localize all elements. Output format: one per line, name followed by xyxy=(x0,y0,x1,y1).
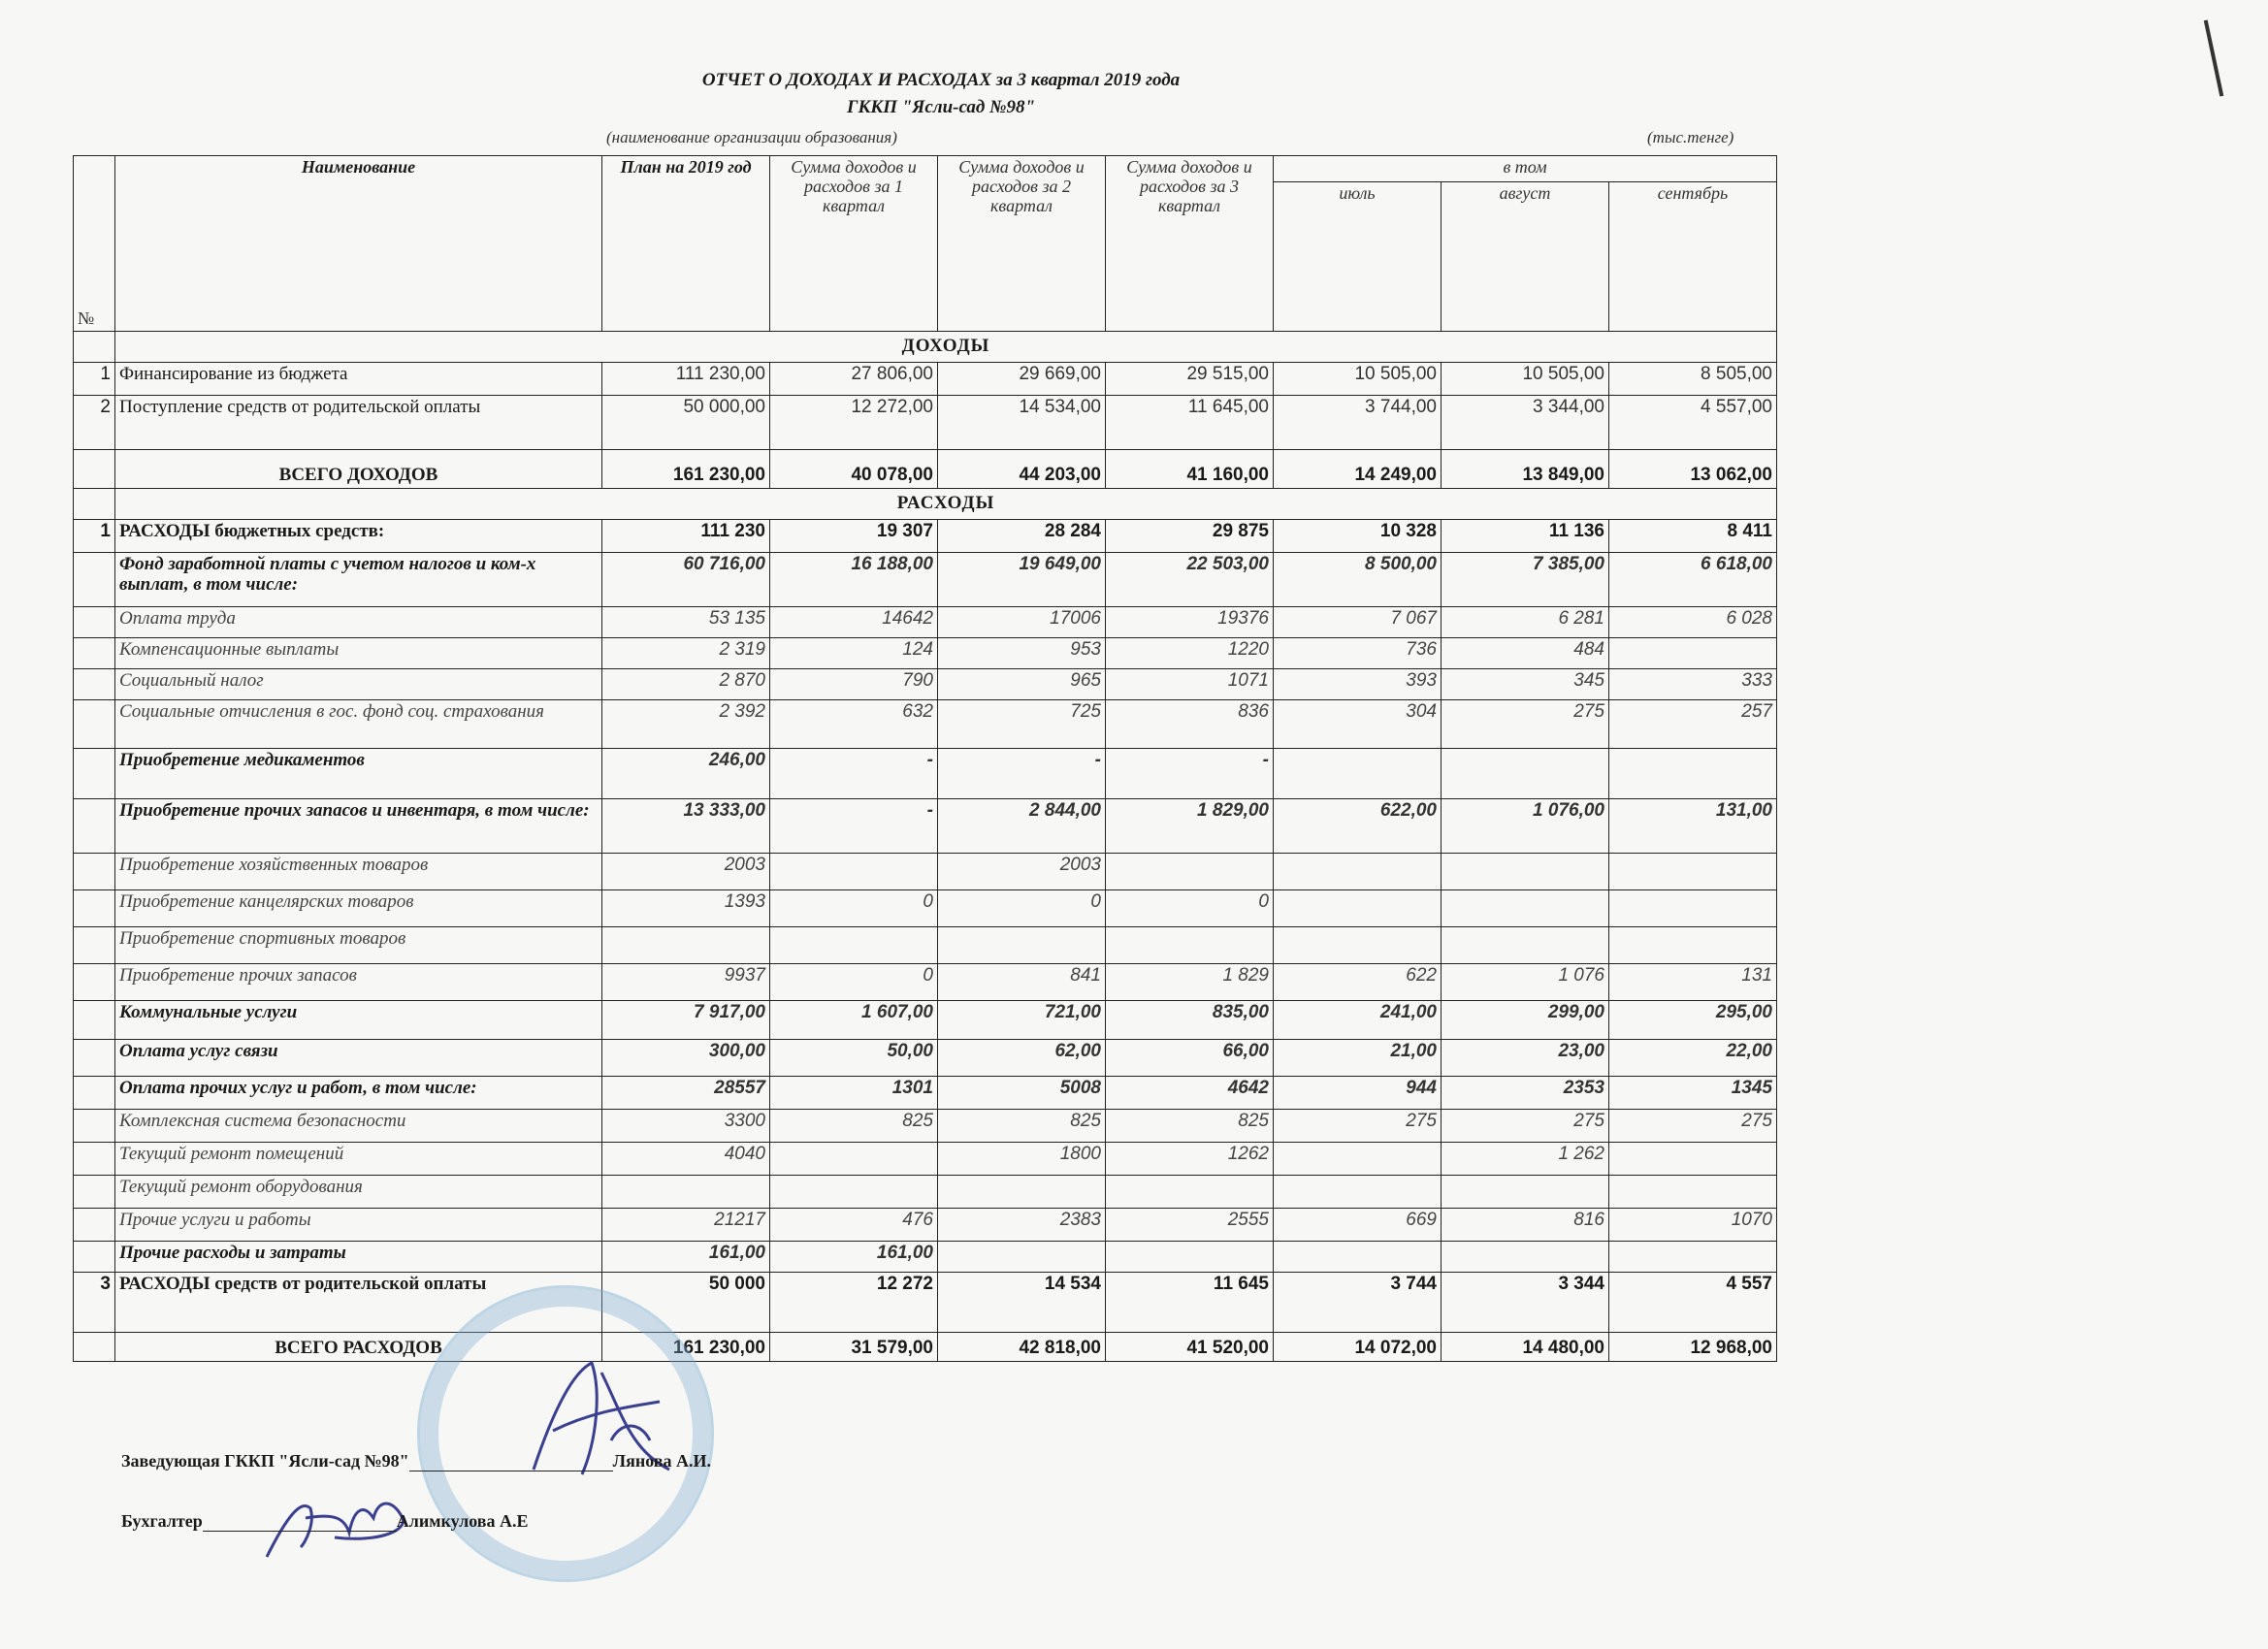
row-value: 8 411 xyxy=(1609,520,1777,553)
head-role: Заведующая ГККП "Ясли-сад №98" xyxy=(121,1451,409,1471)
row-value xyxy=(1274,890,1442,927)
row-value: 299,00 xyxy=(1442,1001,1609,1040)
row-value: 1070 xyxy=(1609,1209,1777,1242)
row-value: 53 135 xyxy=(602,607,770,638)
row-value: 14 534 xyxy=(938,1273,1106,1333)
row-value: 1071 xyxy=(1106,669,1274,700)
row-name: Приобретение медикаментов xyxy=(115,749,602,799)
row-value: 16 188,00 xyxy=(770,553,938,607)
section-expenses: РАСХОДЫ xyxy=(115,489,1777,520)
row-name: Оплата труда xyxy=(115,607,602,638)
row-name: РАСХОДЫ средств от родительской оплаты xyxy=(115,1273,602,1333)
row-value xyxy=(1274,1242,1442,1273)
row-value: 22,00 xyxy=(1609,1040,1777,1077)
row-value: - xyxy=(770,749,938,799)
section-row xyxy=(74,489,1777,520)
row-value: 300,00 xyxy=(602,1040,770,1077)
row-value: 13 333,00 xyxy=(602,799,770,854)
table-row xyxy=(74,607,1777,638)
row-name: Фонд заработной платы с учетом налогов и ком-х выплат, в том числе: xyxy=(115,553,602,607)
row-value: 111 230,00 xyxy=(602,363,770,396)
row-value: 2 844,00 xyxy=(938,799,1106,854)
row-value: 0 xyxy=(770,964,938,1001)
section-income: ДОХОДЫ xyxy=(115,332,1777,363)
row-index xyxy=(74,964,115,1001)
row-value: 7 385,00 xyxy=(1442,553,1609,607)
row-name: Текущий ремонт оборудования xyxy=(115,1176,602,1209)
row-value: 21,00 xyxy=(1274,1040,1442,1077)
row-value xyxy=(1274,749,1442,799)
row-value: 14642 xyxy=(770,607,938,638)
row-value: 11 645,00 xyxy=(1106,396,1274,450)
col-header-plan: План на 2019 год xyxy=(602,156,770,332)
row-value: 11 645 xyxy=(1106,1273,1274,1333)
row-value: 3 344 xyxy=(1442,1273,1609,1333)
row-name: Текущий ремонт помещений xyxy=(115,1143,602,1176)
row-value: 17006 xyxy=(938,607,1106,638)
table-row xyxy=(74,700,1777,749)
row-value: 1 829,00 xyxy=(1106,799,1274,854)
row-value: 736 xyxy=(1274,638,1442,669)
row-value: 60 716,00 xyxy=(602,553,770,607)
row-index xyxy=(74,1001,115,1040)
table-row xyxy=(74,1143,1777,1176)
row-index xyxy=(74,450,115,489)
row-value: 2003 xyxy=(602,854,770,890)
row-index xyxy=(74,553,115,607)
col-header-september: сентябрь xyxy=(1609,182,1777,332)
organization-name: ГККП "Ясли-сад №98" xyxy=(846,97,1036,117)
row-value: 11 136 xyxy=(1442,520,1609,553)
row-value xyxy=(938,1176,1106,1209)
row-value: 1345 xyxy=(1609,1077,1777,1110)
row-value xyxy=(1442,890,1609,927)
row-value: 29 875 xyxy=(1106,520,1274,553)
row-value xyxy=(938,927,1106,964)
row-name: ВСЕГО ДОХОДОВ xyxy=(115,450,602,489)
row-value xyxy=(1442,749,1609,799)
row-value xyxy=(1274,927,1442,964)
row-value: 275 xyxy=(1442,700,1609,749)
row-value: 22 503,00 xyxy=(1106,553,1274,607)
row-value: 2003 xyxy=(938,854,1106,890)
row-value xyxy=(1609,854,1777,890)
row-value: 13 062,00 xyxy=(1609,450,1777,489)
row-value: 14 480,00 xyxy=(1442,1333,1609,1362)
row-value: 1220 xyxy=(1106,638,1274,669)
row-value: 42 818,00 xyxy=(938,1333,1106,1362)
row-value: 965 xyxy=(938,669,1106,700)
row-value: 28557 xyxy=(602,1077,770,1110)
row-value xyxy=(1274,854,1442,890)
row-value: 10 505,00 xyxy=(1274,363,1442,396)
row-value: 944 xyxy=(1274,1077,1442,1110)
row-value: 19 649,00 xyxy=(938,553,1106,607)
row-value: 7 067 xyxy=(1274,607,1442,638)
row-value: 41 520,00 xyxy=(1106,1333,1274,1362)
row-value: 0 xyxy=(938,890,1106,927)
row-value xyxy=(1442,927,1609,964)
row-value: 4040 xyxy=(602,1143,770,1176)
table-row xyxy=(74,1110,1777,1143)
col-header-q3: Сумма доходов и расходов за 3 квартал xyxy=(1106,156,1274,332)
row-value: 333 xyxy=(1609,669,1777,700)
row-value: 12 968,00 xyxy=(1609,1333,1777,1362)
table-row xyxy=(74,927,1777,964)
row-value: 1393 xyxy=(602,890,770,927)
row-value: 816 xyxy=(1442,1209,1609,1242)
row-value xyxy=(770,1176,938,1209)
row-value: 3300 xyxy=(602,1110,770,1143)
row-value: 725 xyxy=(938,700,1106,749)
row-value: 131,00 xyxy=(1609,799,1777,854)
row-value: 1 076 xyxy=(1442,964,1609,1001)
row-name: Приобретение хозяйственных товаров xyxy=(115,854,602,890)
col-header-name: Наименование xyxy=(115,156,602,332)
row-value: 9937 xyxy=(602,964,770,1001)
row-name: Коммунальные услуги xyxy=(115,1001,602,1040)
row-index: 1 xyxy=(74,363,115,396)
row-index xyxy=(74,607,115,638)
row-name: Приобретение прочих запасов xyxy=(115,964,602,1001)
row-value xyxy=(1609,1242,1777,1273)
row-index xyxy=(74,1077,115,1110)
table-row xyxy=(74,1077,1777,1110)
table-row xyxy=(74,363,1777,396)
row-value: 825 xyxy=(938,1110,1106,1143)
row-index xyxy=(74,1209,115,1242)
row-value: 2353 xyxy=(1442,1077,1609,1110)
row-value: 825 xyxy=(770,1110,938,1143)
table-row xyxy=(74,1001,1777,1040)
row-value: 6 281 xyxy=(1442,607,1609,638)
row-value: 50,00 xyxy=(770,1040,938,1077)
row-value: 161 230,00 xyxy=(602,450,770,489)
row-value: 50 000,00 xyxy=(602,396,770,450)
row-index xyxy=(74,854,115,890)
accountant-signature-line xyxy=(121,1511,529,1532)
col-header-group: в том xyxy=(1274,156,1777,182)
row-index xyxy=(74,890,115,927)
row-value: 393 xyxy=(1274,669,1442,700)
row-index xyxy=(74,1333,115,1362)
head-name: Лянова А.И. xyxy=(612,1451,711,1471)
table-row xyxy=(74,1176,1777,1209)
table-row xyxy=(74,1209,1777,1242)
row-value: 4 557 xyxy=(1609,1273,1777,1333)
row-index: 2 xyxy=(74,396,115,450)
table-row xyxy=(74,854,1777,890)
row-value: 124 xyxy=(770,638,938,669)
row-value: 7 917,00 xyxy=(602,1001,770,1040)
row-value xyxy=(602,1176,770,1209)
row-name: Компенсационные выплаты xyxy=(115,638,602,669)
row-value xyxy=(1609,927,1777,964)
row-index xyxy=(74,700,115,749)
row-index xyxy=(74,669,115,700)
row-value: 476 xyxy=(770,1209,938,1242)
row-name: Комплексная система безопасности xyxy=(115,1110,602,1143)
row-value: 161,00 xyxy=(770,1242,938,1273)
row-value: 19376 xyxy=(1106,607,1274,638)
table-row xyxy=(74,890,1777,927)
row-value: 29 515,00 xyxy=(1106,363,1274,396)
row-value xyxy=(1442,1176,1609,1209)
row-value: 131 xyxy=(1609,964,1777,1001)
row-value xyxy=(770,1143,938,1176)
row-value: 241,00 xyxy=(1274,1001,1442,1040)
organization-caption: (наименование организации образования) xyxy=(606,128,897,146)
row-value: - xyxy=(1106,749,1274,799)
table-row xyxy=(74,520,1777,553)
col-header-q2: Сумма доходов и расходов за 2 квартал xyxy=(938,156,1106,332)
row-value: 2 870 xyxy=(602,669,770,700)
col-header-q1: Сумма доходов и расходов за 1 квартал xyxy=(770,156,938,332)
row-value: 2 319 xyxy=(602,638,770,669)
row-name: Прочие расходы и затраты xyxy=(115,1242,602,1273)
row-value xyxy=(1609,1176,1777,1209)
row-value: 257 xyxy=(1609,700,1777,749)
row-value: 5008 xyxy=(938,1077,1106,1110)
row-value xyxy=(1106,1242,1274,1273)
row-value: 669 xyxy=(1274,1209,1442,1242)
row-value: 8 505,00 xyxy=(1609,363,1777,396)
row-value: - xyxy=(770,799,938,854)
row-value: 12 272 xyxy=(770,1273,938,1333)
row-value xyxy=(1106,854,1274,890)
row-value xyxy=(770,854,938,890)
row-value xyxy=(938,1242,1106,1273)
row-index xyxy=(74,927,115,964)
row-value xyxy=(1274,1143,1442,1176)
row-value: 161 230,00 xyxy=(602,1333,770,1362)
row-value: 4642 xyxy=(1106,1077,1274,1110)
row-value: 40 078,00 xyxy=(770,450,938,489)
row-value: 2555 xyxy=(1106,1209,1274,1242)
row-value: 29 669,00 xyxy=(938,363,1106,396)
row-value: 23,00 xyxy=(1442,1040,1609,1077)
row-value: 953 xyxy=(938,638,1106,669)
row-value: 275 xyxy=(1274,1110,1442,1143)
row-value: 6 028 xyxy=(1609,607,1777,638)
row-value: 13 849,00 xyxy=(1442,450,1609,489)
row-index xyxy=(74,1176,115,1209)
row-value: 1262 xyxy=(1106,1143,1274,1176)
row-value: 10 328 xyxy=(1274,520,1442,553)
row-name: Социальные отчисления в гос. фонд соц. страхования xyxy=(115,700,602,749)
row-value xyxy=(1609,638,1777,669)
row-value: 622 xyxy=(1274,964,1442,1001)
table-row xyxy=(74,1242,1777,1273)
table-row xyxy=(74,396,1777,450)
row-name: Поступление средств от родительской оплаты xyxy=(115,396,602,450)
row-value: 841 xyxy=(938,964,1106,1001)
row-value: 50 000 xyxy=(602,1273,770,1333)
table-row xyxy=(74,799,1777,854)
row-value: 721,00 xyxy=(938,1001,1106,1040)
row-value: 246,00 xyxy=(602,749,770,799)
row-value: 1800 xyxy=(938,1143,1106,1176)
row-name: Оплата услуг связи xyxy=(115,1040,602,1077)
row-name: ВСЕГО РАСХОДОВ xyxy=(115,1333,602,1362)
row-value: 14 072,00 xyxy=(1274,1333,1442,1362)
row-name: Приобретение канцелярских товаров xyxy=(115,890,602,927)
row-name: РАСХОДЫ бюджетных средств: xyxy=(115,520,602,553)
row-value xyxy=(1442,854,1609,890)
unit-caption: (тыс.тенге) xyxy=(1647,128,1734,146)
row-value: 44 203,00 xyxy=(938,450,1106,489)
row-name: Приобретение прочих запасов и инвентаря, в том числе: xyxy=(115,799,602,854)
row-value: 10 505,00 xyxy=(1442,363,1609,396)
row-value: 345 xyxy=(1442,669,1609,700)
row-value: 28 284 xyxy=(938,520,1106,553)
row-value: 836 xyxy=(1106,700,1274,749)
row-value: 3 344,00 xyxy=(1442,396,1609,450)
scan-mark xyxy=(2204,19,2224,96)
row-value: 3 744,00 xyxy=(1274,396,1442,450)
accountant-name: Алимкулова А.Е xyxy=(396,1511,529,1531)
table-row xyxy=(74,669,1777,700)
row-index: 1 xyxy=(74,520,115,553)
row-index xyxy=(74,1110,115,1143)
row-name: Прочие услуги и работы xyxy=(115,1209,602,1242)
row-value: 66,00 xyxy=(1106,1040,1274,1077)
row-value: 41 160,00 xyxy=(1106,450,1274,489)
row-value: 275 xyxy=(1442,1110,1609,1143)
row-value: 2383 xyxy=(938,1209,1106,1242)
table-row xyxy=(74,1040,1777,1077)
row-value xyxy=(1106,927,1274,964)
row-value: 2 392 xyxy=(602,700,770,749)
row-value: 1 076,00 xyxy=(1442,799,1609,854)
row-value: 1 829 xyxy=(1106,964,1274,1001)
row-value: 161,00 xyxy=(602,1242,770,1273)
row-value: 12 272,00 xyxy=(770,396,938,450)
row-name: Социальный налог xyxy=(115,669,602,700)
row-value xyxy=(602,927,770,964)
row-value: 19 307 xyxy=(770,520,938,553)
row-value: 1 262 xyxy=(1442,1143,1609,1176)
row-value: 1 607,00 xyxy=(770,1001,938,1040)
row-value: 111 230 xyxy=(602,520,770,553)
table-row xyxy=(74,964,1777,1001)
row-value xyxy=(1442,1242,1609,1273)
row-index xyxy=(74,638,115,669)
row-value: 27 806,00 xyxy=(770,363,938,396)
table-row xyxy=(74,1273,1777,1333)
row-index: 3 xyxy=(74,1273,115,1333)
row-value: 21217 xyxy=(602,1209,770,1242)
row-value xyxy=(1609,1143,1777,1176)
row-value: 1301 xyxy=(770,1077,938,1110)
row-value: 790 xyxy=(770,669,938,700)
row-value: 3 744 xyxy=(1274,1273,1442,1333)
row-name: Приобретение спортивных товаров xyxy=(115,927,602,964)
row-value: 6 618,00 xyxy=(1609,553,1777,607)
row-value: 14 534,00 xyxy=(938,396,1106,450)
table-row xyxy=(74,553,1777,607)
table-row xyxy=(74,749,1777,799)
row-value: 4 557,00 xyxy=(1609,396,1777,450)
row-name: Оплата прочих услуг и работ, в том числе: xyxy=(115,1077,602,1110)
table-row xyxy=(74,1333,1777,1362)
row-index xyxy=(74,799,115,854)
col-header-july: июль xyxy=(1274,182,1442,332)
row-value: 835,00 xyxy=(1106,1001,1274,1040)
row-value: 8 500,00 xyxy=(1274,553,1442,607)
row-value xyxy=(1609,890,1777,927)
row-value xyxy=(770,927,938,964)
head-signature-line xyxy=(121,1451,711,1471)
row-value: 62,00 xyxy=(938,1040,1106,1077)
row-index xyxy=(74,1040,115,1077)
row-value: 632 xyxy=(770,700,938,749)
report-title: ОТЧЕТ О ДОХОДАХ И РАСХОДАХ за 3 квартал 2019 года xyxy=(701,70,1181,90)
col-header-num: № xyxy=(74,156,115,332)
row-index xyxy=(74,1143,115,1176)
row-value: 304 xyxy=(1274,700,1442,749)
row-name: Финансирование из бюджета xyxy=(115,363,602,396)
row-index xyxy=(74,749,115,799)
table-row xyxy=(74,638,1777,669)
report-table xyxy=(73,155,1777,1362)
row-value: 0 xyxy=(770,890,938,927)
row-value xyxy=(1609,749,1777,799)
table-row xyxy=(74,450,1777,489)
row-index xyxy=(74,1242,115,1273)
row-value: 295,00 xyxy=(1609,1001,1777,1040)
row-value: 622,00 xyxy=(1274,799,1442,854)
row-value: 825 xyxy=(1106,1110,1274,1143)
accountant-role: Бухгалтер xyxy=(121,1511,203,1531)
col-header-august: август xyxy=(1442,182,1609,332)
row-value: 0 xyxy=(1106,890,1274,927)
row-value: 275 xyxy=(1609,1110,1777,1143)
row-value xyxy=(1274,1176,1442,1209)
row-value xyxy=(1106,1176,1274,1209)
row-value: - xyxy=(938,749,1106,799)
row-value: 14 249,00 xyxy=(1274,450,1442,489)
row-value: 31 579,00 xyxy=(770,1333,938,1362)
row-value: 484 xyxy=(1442,638,1609,669)
